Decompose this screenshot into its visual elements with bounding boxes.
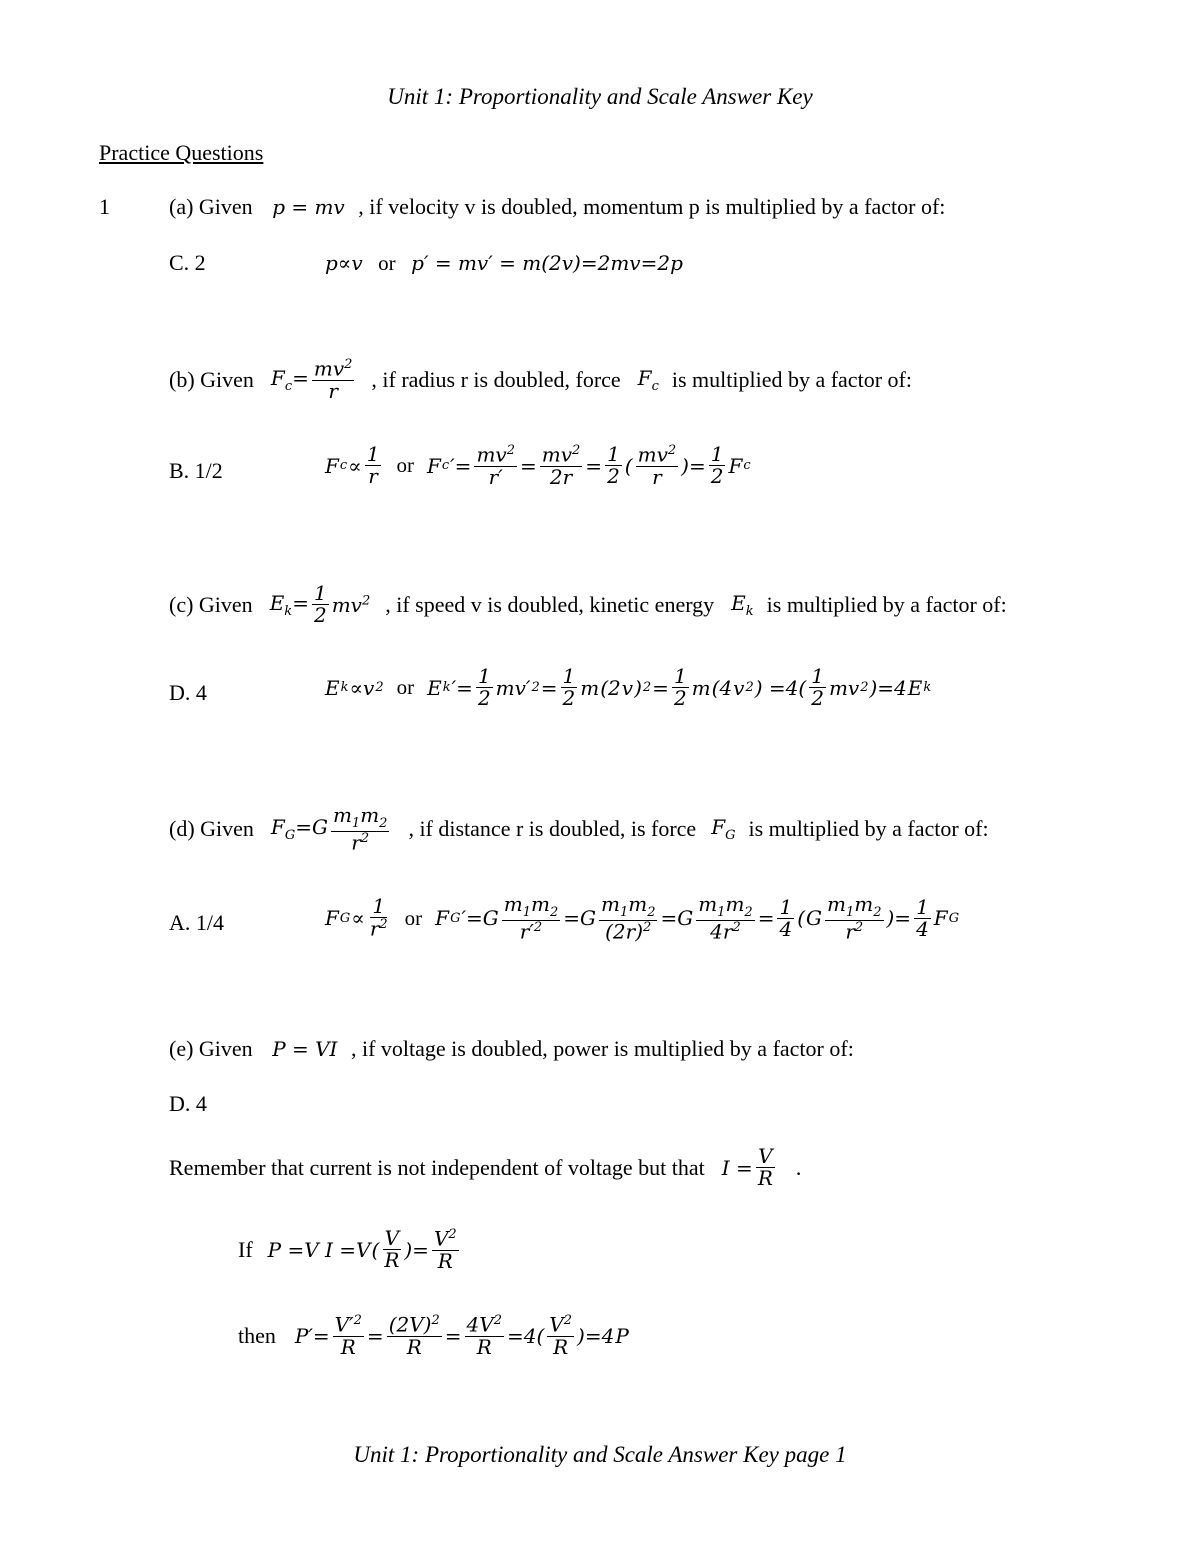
part-a-derivation: p∝v or p′ = mv′ = m(2v)=2mv=2p	[325, 251, 683, 275]
page-title: Unit 1: Proportionality and Scale Answer Key	[387, 84, 813, 109]
part-d-derivation: F G ∝ $\frac{1}{r^2}$ or F G ′=G $\frac{m_1m_2}{r'^2}$ =G $\frac{m_1m_2}{(2r)^2}$ =G $\frac{m_1m_2}{4r^2}$ = $\frac{1}{4}$ ( G $\frac{m_1m_2}{r^2}$ )= $\frac{1}{4}$ F G	[325, 892, 960, 944]
part-e-formula: P = VI	[272, 1037, 338, 1061]
part-c-given: (c) Given $E_k=$ $\frac{1}{2}$ $mv^2$ , if speed v is doubled, kinetic energy $E_k$ is multiplied by a factor of:	[169, 581, 1007, 627]
question-number: 1	[99, 194, 110, 219]
part-e-then: then P′= $\frac{V'^2}{R}$ = $\frac{(2V)^2}{R}$ = $\frac{4V^2}{R}$ =4( $\frac{V^2}{R}$ )=4 P	[238, 1312, 629, 1359]
part-d-answer: A. 1/4	[169, 910, 224, 935]
part-d-given: (d) Given $F_G=G$ $\frac{m_1m_2}{r^2}$ , if distance r is doubled, is force $F_G$ is multiplied by a factor of:	[169, 803, 989, 855]
section-heading: Practice Questions	[99, 140, 264, 165]
part-a-answer: C. 2	[169, 250, 206, 275]
part-a-formula: p = mv	[272, 195, 345, 219]
part-b-derivation: F c ∝ $\frac{1}{r}$ or F c ′= $\frac{mv^2}{r'}$ = $\frac{mv^2}{2r}$ = $\frac{1}{2}$ ( $\frac{mv^2}{r}$ )= $\frac{1}{2}$ F c	[325, 442, 751, 489]
part-a-given: (a) Given p = mv , if velocity v is doubled, momentum p is multiplied by a factor of:	[169, 194, 946, 219]
part-e-remember: Remember that current is not independent of voltage but that I = $\frac{V}{R}$ .	[169, 1144, 802, 1190]
part-e-answer: D. 4	[169, 1091, 207, 1116]
page-footer: Unit 1: Proportionality and Scale Answer Key page 1	[353, 1442, 847, 1467]
part-e-given: (e) Given P = VI , if voltage is doubled, power is multiplied by a factor of:	[169, 1036, 854, 1061]
part-e-if: If P =V I =V ( $\frac{V}{R}$ )= $\frac{V^2}{R}$	[238, 1226, 457, 1273]
part-b-answer: B. 1/2	[169, 458, 223, 483]
part-c-derivation: E k ∝v 2 or E k ′= $\frac{1}{2}$ mv′ 2 = $\frac{1}{2}$ m (2 v ) 2 = $\frac{1}{2}$ m (4 v 2 ) =4( $\frac{1}{2}$ mv 2 )=4 E k	[325, 664, 932, 710]
part-b-given: (b) Given $F_c=$ $\frac{mv^2}{r}$ , if radius r is doubled, force $F_c$ is multiplied by a factor of:	[169, 356, 912, 403]
part-c-answer: D. 4	[169, 680, 207, 705]
